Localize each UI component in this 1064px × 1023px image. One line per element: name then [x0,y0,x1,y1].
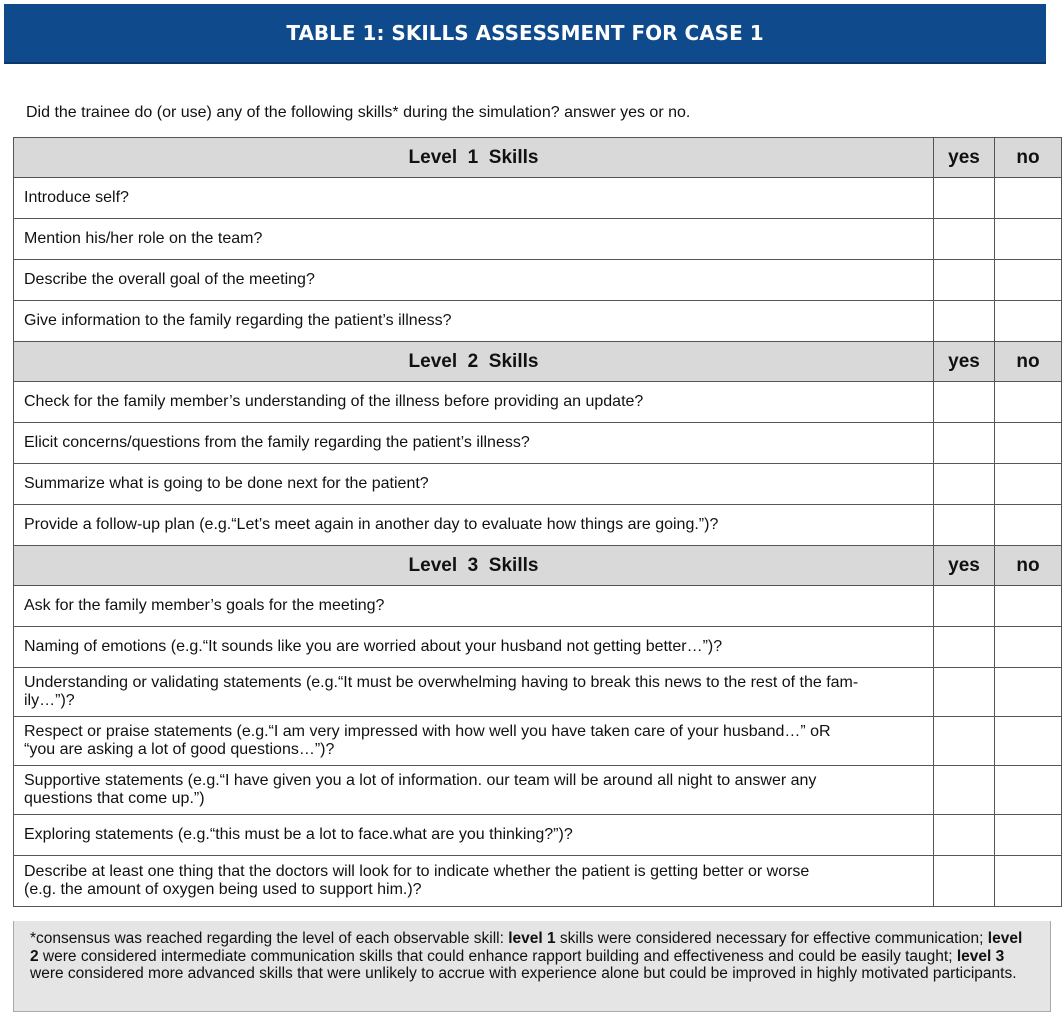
footnote-level-3: level 3 [956,947,1005,965]
yes-checkbox-cell[interactable] [934,505,995,546]
table-title: TABLE 1: SKILLS ASSESSMENT FOR CASE 1 [286,21,764,45]
yes-checkbox-cell[interactable] [934,464,995,505]
skill-question: Provide a follow-up plan (e.g.“Let’s meet again in another day to evaluate how things are going.”)? [14,505,934,546]
no-checkbox-cell[interactable] [995,260,1062,301]
no-checkbox-cell[interactable] [995,301,1062,342]
skill-question: Describe at least one thing that the doctors will look for to indicate whether the patient is getting better or worse (e.g. the amount of oxygen being used to support him.)? [14,856,934,907]
yes-checkbox-cell[interactable] [934,301,995,342]
level-header-row [14,546,1062,586]
skill-row [14,464,1062,505]
level-title: Level 3 Skills [14,546,934,586]
footnote [13,921,1051,1012]
skill-question: Introduce self? [14,178,934,219]
footnote-part-4: were considered more advanced skills that were unlikely to accrue with experience alone but could be improved in highly motivated participants. [30,965,1017,982]
no-checkbox-cell[interactable] [995,815,1062,856]
no-checkbox-cell[interactable] [995,717,1062,766]
footnote-part-1: *consensus was reached regarding the level of each observable skill: [30,930,509,947]
skill-question: Exploring statements (e.g.“this must be a lot to face.what are you thinking?”)? [14,815,934,856]
level-header-row [14,138,1062,178]
skills-table-body [14,138,1062,907]
yes-checkbox-cell[interactable] [934,586,995,627]
skill-question: Summarize what is going to be done next for the patient? [14,464,934,505]
skill-question: Naming of emotions (e.g.“It sounds like you are worried about your husband not getting better…”)? [14,627,934,668]
no-checkbox-cell[interactable] [995,219,1062,260]
skill-row [14,301,1062,342]
skill-row [14,668,1062,717]
skill-row [14,505,1062,546]
yes-checkbox-cell[interactable] [934,717,995,766]
level-header-row [14,342,1062,382]
footnote-part-2: skills were considered necessary for effective communication; [555,930,988,947]
level-title: Level 2 Skills [14,342,934,382]
skill-row [14,382,1062,423]
skill-row [14,423,1062,464]
no-column-header: no [995,138,1062,178]
no-checkbox-cell[interactable] [995,178,1062,219]
yes-checkbox-cell[interactable] [934,766,995,815]
yes-checkbox-cell[interactable] [934,627,995,668]
yes-column-header: yes [934,138,995,178]
skill-row [14,717,1062,766]
skill-question: Check for the family member’s understanding of the illness before providing an update? [14,382,934,423]
no-checkbox-cell[interactable] [995,505,1062,546]
skill-row [14,815,1062,856]
skill-question: Respect or praise statements (e.g.“I am very impressed with how well you have taken care of your husband…” oR “you are asking a lot of good questions…”)? [14,717,934,766]
yes-checkbox-cell[interactable] [934,260,995,301]
skill-row [14,766,1062,815]
skills-assessment-table [13,137,1062,907]
no-checkbox-cell[interactable] [995,464,1062,505]
no-column-header: no [995,342,1062,382]
table-title-banner [4,4,1046,62]
skill-row [14,219,1062,260]
no-column-header: no [995,546,1062,586]
footnote-part-3: were considered intermediate communication skills that could enhance rapport building and effectiveness and could be easily taught; [38,947,957,965]
yes-checkbox-cell[interactable] [934,856,995,907]
skill-question: Understanding or validating statements (e.g.“It must be overwhelming having to break this news to the rest of the fam- ily…”)? [14,668,934,717]
skill-question: Mention his/her role on the team? [14,219,934,260]
no-checkbox-cell[interactable] [995,586,1062,627]
skill-question: Elicit concerns/questions from the family regarding the patient’s illness? [14,423,934,464]
yes-checkbox-cell[interactable] [934,219,995,260]
skill-question: Give information to the family regarding the patient’s illness? [14,301,934,342]
no-checkbox-cell[interactable] [995,856,1062,907]
level-title: Level 1 Skills [14,138,934,178]
footnote-level-2: level 2 [30,930,1023,965]
skill-row [14,178,1062,219]
yes-column-header: yes [934,546,995,586]
skill-row [14,586,1062,627]
yes-checkbox-cell[interactable] [934,668,995,717]
yes-checkbox-cell[interactable] [934,382,995,423]
footnote-level-1: level 1 [508,930,556,947]
no-checkbox-cell[interactable] [995,382,1062,423]
no-checkbox-cell[interactable] [995,766,1062,815]
footnote-text [14,921,1030,983]
no-checkbox-cell[interactable] [995,627,1062,668]
skill-question: Ask for the family member’s goals for the meeting? [14,586,934,627]
no-checkbox-cell[interactable] [995,668,1062,717]
skill-question: Supportive statements (e.g.“I have given you a lot of information. our team will be around all night to answer any questions that come up.”) [14,766,934,815]
yes-checkbox-cell[interactable] [934,423,995,464]
skill-row [14,627,1062,668]
yes-column-header: yes [934,342,995,382]
yes-checkbox-cell[interactable] [934,178,995,219]
skill-row [14,856,1062,907]
skill-question: Describe the overall goal of the meeting? [14,260,934,301]
instructions: Did the trainee do (or use) any of the following skills* during the simulation? answer yes or no. [26,104,691,121]
no-checkbox-cell[interactable] [995,423,1062,464]
skill-row [14,260,1062,301]
yes-checkbox-cell[interactable] [934,815,995,856]
